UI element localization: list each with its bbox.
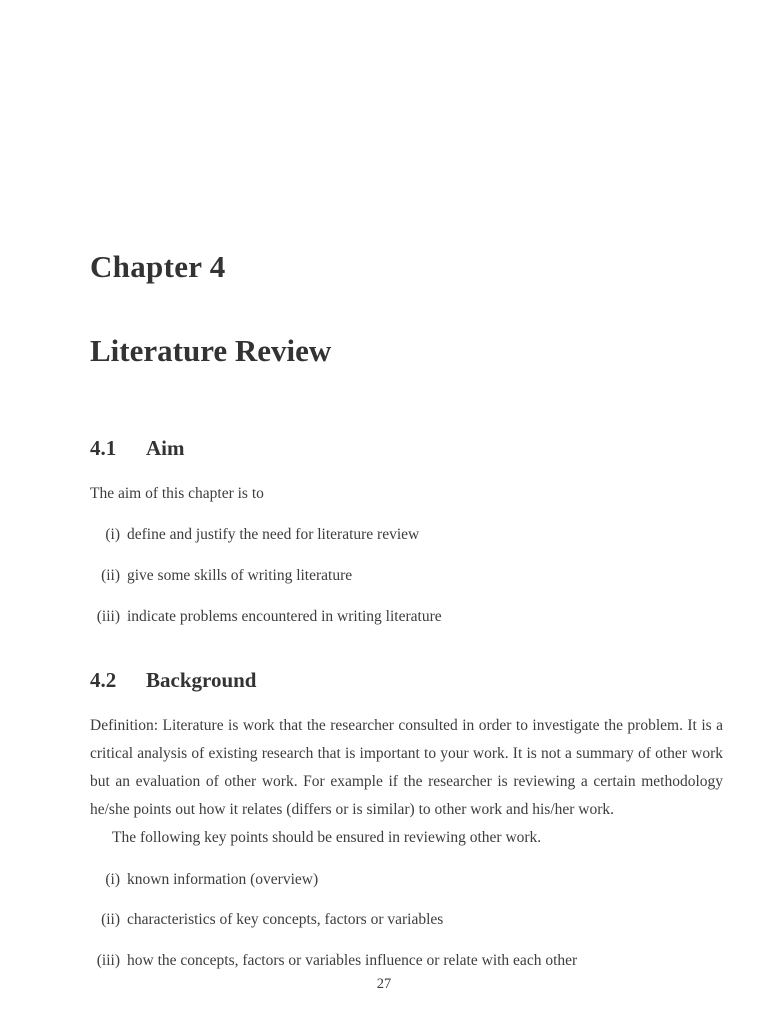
list-text: give some skills of writing literature (127, 567, 353, 584)
chapter-title: Literature Review (90, 333, 332, 368)
list-marker: (i) (105, 871, 120, 888)
list-marker: (iii) (96, 952, 120, 969)
list-item (90, 910, 730, 930)
list-item (90, 525, 730, 545)
page-number: 27 (376, 976, 392, 992)
list-marker: (ii) (101, 567, 120, 584)
list-text: characteristics of key concepts, factors or variables (127, 911, 444, 928)
list-item (90, 951, 730, 971)
list-text: define and justify the need for literature review (127, 526, 420, 543)
list-marker: (i) (105, 526, 120, 543)
list-item (90, 607, 730, 627)
aim-intro: The aim of this chapter is to (90, 485, 264, 502)
section-title: Aim (146, 436, 185, 460)
section-number: 4.1 (90, 436, 117, 460)
background-followup: The following key points should be ensured in reviewing other work. (112, 829, 542, 846)
list-item (90, 870, 730, 890)
section-heading-background (90, 668, 257, 693)
list-item (90, 566, 730, 586)
list-text: indicate problems encountered in writing literature (127, 608, 442, 625)
background-paragraph: Definition: Literature is work that the researcher consulted in order to investigate the problem. It is a critical analysis of existing research that is important to your work. It is not a summary of other work but an evaluation of other work. For example if the researcher is reviewing a certain methodology he/she points out how it relates (differs or is similar) to other work and his/her work. (90, 717, 723, 818)
list-marker: (iii) (96, 608, 120, 625)
chapter-label: Chapter 4 (90, 249, 226, 284)
section-title: Background (146, 668, 257, 692)
section-heading-aim (90, 436, 185, 461)
list-marker: (ii) (101, 911, 120, 928)
list-text: known information (overview) (127, 871, 319, 888)
section-number: 4.2 (90, 668, 117, 692)
list-text: how the concepts, factors or variables influence or relate with each other (127, 952, 578, 969)
